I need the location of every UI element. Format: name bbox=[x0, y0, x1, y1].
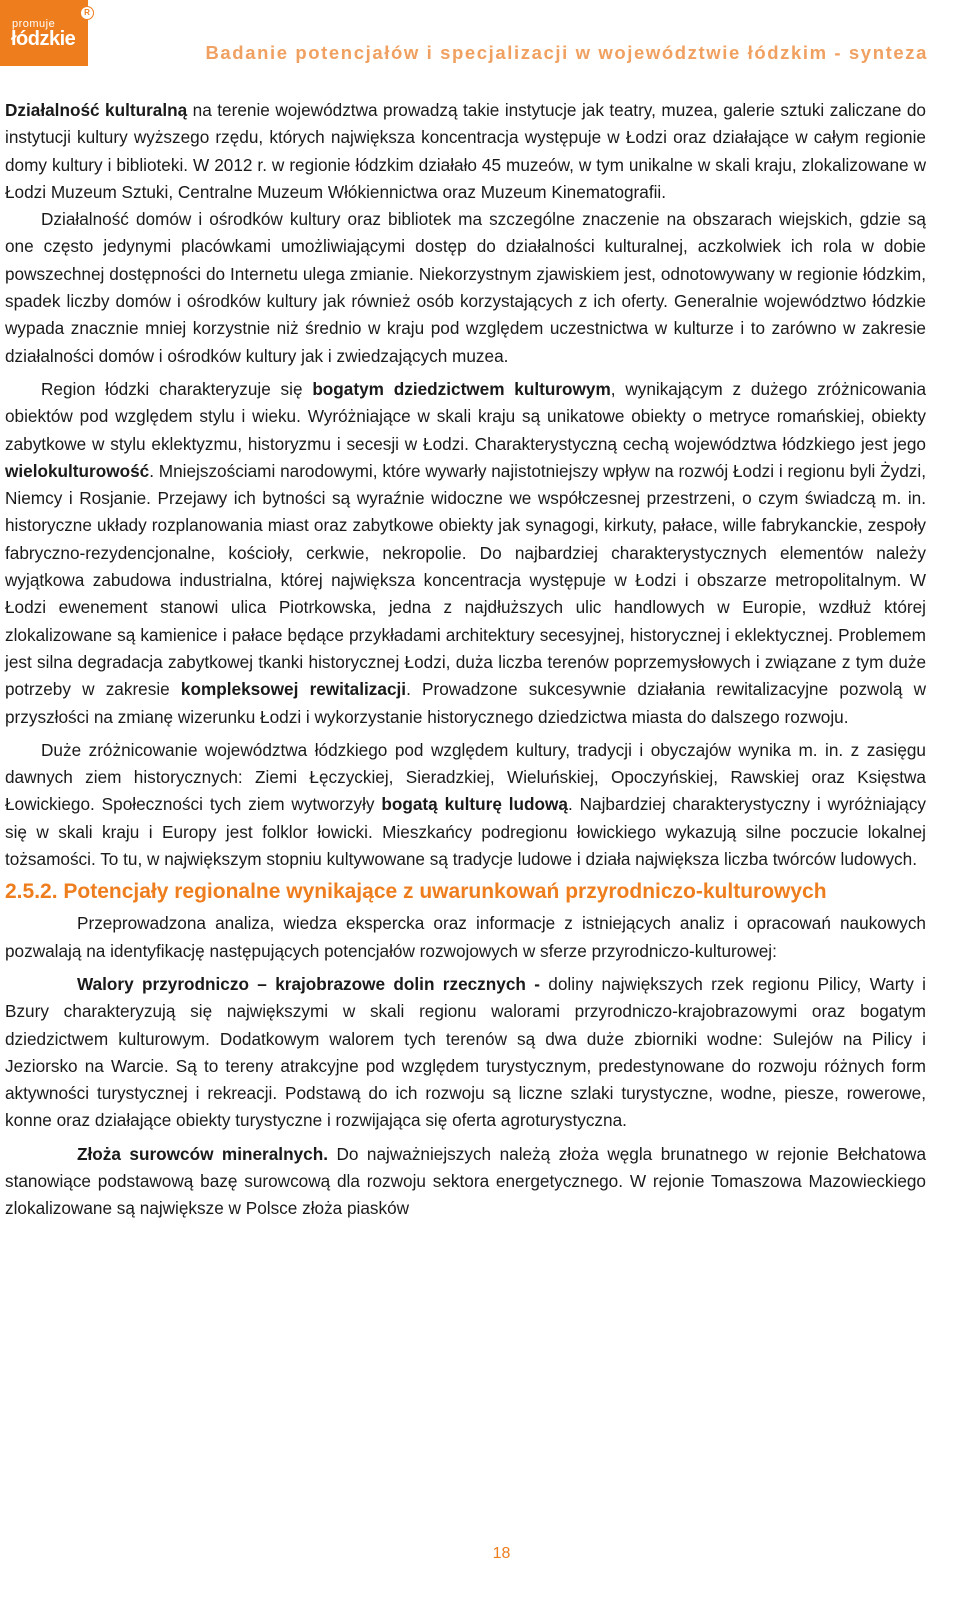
logo-line1: promuje bbox=[12, 18, 56, 30]
page-number: 18 bbox=[492, 1545, 511, 1562]
promuje-lodzkie-logo bbox=[0, 0, 88, 66]
paragraph-heritage bbox=[5, 376, 926, 731]
paragraph-text: na terenie województwa prowadzą takie instytucje jak teatry, muzea, galerie sztuki zaliczane do instytucji kultury wyższego rzędu, których największa koncentracja występuje w Łodzi oraz działające w całym regionie domy kultury i biblioteki. W 2012 r. w regionie łódzkim działało 45 muzeów, w tym unikalne w skali kraju, zlokalizowane w Łodzi Muzeum Sztuki, Centralne Muzeum Włókiennictwa oraz Muzeum Kinematografii. bbox=[5, 100, 926, 202]
paragraph-text: Do najważniejszych należą złoża węgla brunatnego w rejonie Bełchatowa stanowiące podstawową bazę surowcową dla rozwoju sektora energetycznego. W rejonie Tomaszowa Mazowieckiego zlokalizowane są największe w Polsce złoża piasków bbox=[5, 1143, 927, 1219]
bold-term: Walory przyrodniczo – krajobrazowe dolin rzecznych - bbox=[77, 973, 540, 994]
paragraph-text: , wynikającym z dużego zróżnicowania obiektów pod względem stylu i wieku. Wyróżniające w skali kraju są unikatowe obiekty o metryce romańskiej, obiekty zabytkowe w stylu eklektyzmu, historyzmu i secesji w Łodzi. Charakterystyczną cechą województwa łódzkiego jest jego bbox=[5, 378, 927, 454]
paragraph-folk-culture bbox=[5, 737, 926, 873]
bold-term: kompleksowej rewitalizacji bbox=[180, 679, 407, 700]
document-body bbox=[5, 97, 926, 1223]
bold-term: Działalność kulturalną bbox=[5, 100, 188, 120]
logo-line2: łódzkie bbox=[11, 28, 76, 50]
paragraph-text: Region łódzki charakteryzuje się bbox=[41, 378, 313, 399]
bold-term: Złoża surowców mineralnych. bbox=[77, 1143, 328, 1164]
paragraph-text: . Prowadzone sukcesywnie działania rewitalizacyjne pozwolą w przyszłości na zmianę wizerunku Łodzi i wykorzystanie historycznego dziedzictwa miasta do dalszego rozwoju. bbox=[5, 679, 926, 727]
bold-term: bogatym dziedzictwem kulturowym bbox=[312, 378, 611, 399]
paragraph-mineral-deposits bbox=[5, 1141, 926, 1223]
paragraph-river-valleys bbox=[5, 971, 926, 1135]
paragraph-text: . Mniejszościami narodowymi, które wywarły najistotniejszy wpływ na rozwój Łodzi i regionu byli Żydzi, Niemcy i Rosjanie. Przejawy ich bytności są wyraźnie widoczne we współczesnej przestrzeni, o czym świadczą m. in. historyczne układy rozplanowania miast oraz zabytkowe obiekty jak synagogi, kirkuty, pałace, wille fabrykanckie, zespoły fabryczno-rezydencjonalne, kościoły, cerkwie, nekropolie. Do najbardziej charakterystycznych elementów należy wyjątkowa zabudowa industrialna, której największa koncentracja występuje w Łodzi i obszarze metropolitalnym. W Łodzi ewenement stanowi ulica Piotrkowska, jedna z najdłuższych ulic handlowych w Europie, wzdłuż której zlokalizowane są kamienice i pałace będące przykładami architektury secesyjnej, historycznej i eklektycznej. Problemem jest silna degradacja zabytkowej tkanki historycznej Łodzi, duża liczba terenów poprzemysłowych i związane z tym duże potrzeby w zakresie bbox=[5, 460, 926, 700]
paragraph-analysis-intro: Przeprowadzona analiza, wiedza ekspercka oraz informacje z istniejących analiz i opracowań naukowych pozwalają na identyfikację następujących potencjałów rozwojowych w sferze przyrodniczo-kulturowej: bbox=[5, 913, 926, 961]
paragraph-cultural-activity bbox=[5, 97, 926, 206]
registered-mark-icon: R bbox=[80, 6, 94, 20]
paragraph-text: Duże zróżnicowanie województwa łódzkiego pod względem kultury, tradycji i obyczajów wynika m. in. z zasięgu dawnych ziem historycznych: Ziemi Łęczyckiej, Sieradzkiej, Wieluńskiej, Opoczyńskiej, Rawskiej oraz Księstwa Łowickiego. Społeczności tych ziem wytworzyły bbox=[5, 739, 926, 815]
section-heading: 2.5.2. Potencjały regionalne wynikające z uwarunkowań przyrodniczo-kulturowych bbox=[5, 880, 827, 904]
paragraph-text: . Najbardziej charakterystyczny i wyróżniający się w skali kraju i Europy jest folklor łowicki. Mieszkańcy podregionu łowickiego wykazują silne poczucie lokalnej tożsamości. To tu, w największym stopniu kultywowane są tradycje ludowe i działa największa liczba twórców ludowych. bbox=[5, 794, 927, 870]
bold-term: bogatą kulturę ludową bbox=[381, 794, 568, 815]
paragraph-text: doliny największych rzek regionu Pilicy, Warty i Bzury charakteryzują się największymi w skali regionu walorami przyrodniczo-krajobrazowymi oraz bogatym dziedzictwem kulturowym. Dodatkowym walorem tych terenów są dwa duże zbiorniki wodne: Sulejów na Pilicy i Jeziorsko na Warcie. Są to tereny atrakcyjne pod względem turystycznym, predestynowane do rozwoju różnych form aktywności turystycznej i rekreacji. Podstawą do ich rozwoju są liczne szlaki turystyczne, wodne, piesze, rowerowe, konne oraz działające obiekty turystyczne i rozwijająca się oferta agroturystyczna. bbox=[5, 973, 926, 1131]
bold-term: wielokulturowość bbox=[5, 460, 150, 481]
running-header: Badanie potencjałów i specjalizacji w województwie łódzkim - synteza bbox=[205, 42, 928, 63]
paragraph-culture-houses: Działalność domów i ośrodków kultury oraz bibliotek ma szczególne znaczenie na obszarach wiejskich, gdzie są one często jedynymi placówkami umożliwiającymi dostęp do działalności kulturalnej, aczkolwiek ich rola w dobie powszechnej dostępności do Internetu ulega zmianie. Niekorzystnym zjawiskiem jest, odnotowywany w regionie łódzkim, spadek liczby domów i ośrodków kultury jak również osób korzystających z ich oferty. Generalnie województwo łódzkie wypada znacznie mniej korzystnie niż średnio w kraju pod względem uczestnictwa w kulturze i to zarówno w zakresie działalności domów i ośrodków kultury jak i zwiedzających muzea. bbox=[5, 209, 926, 366]
